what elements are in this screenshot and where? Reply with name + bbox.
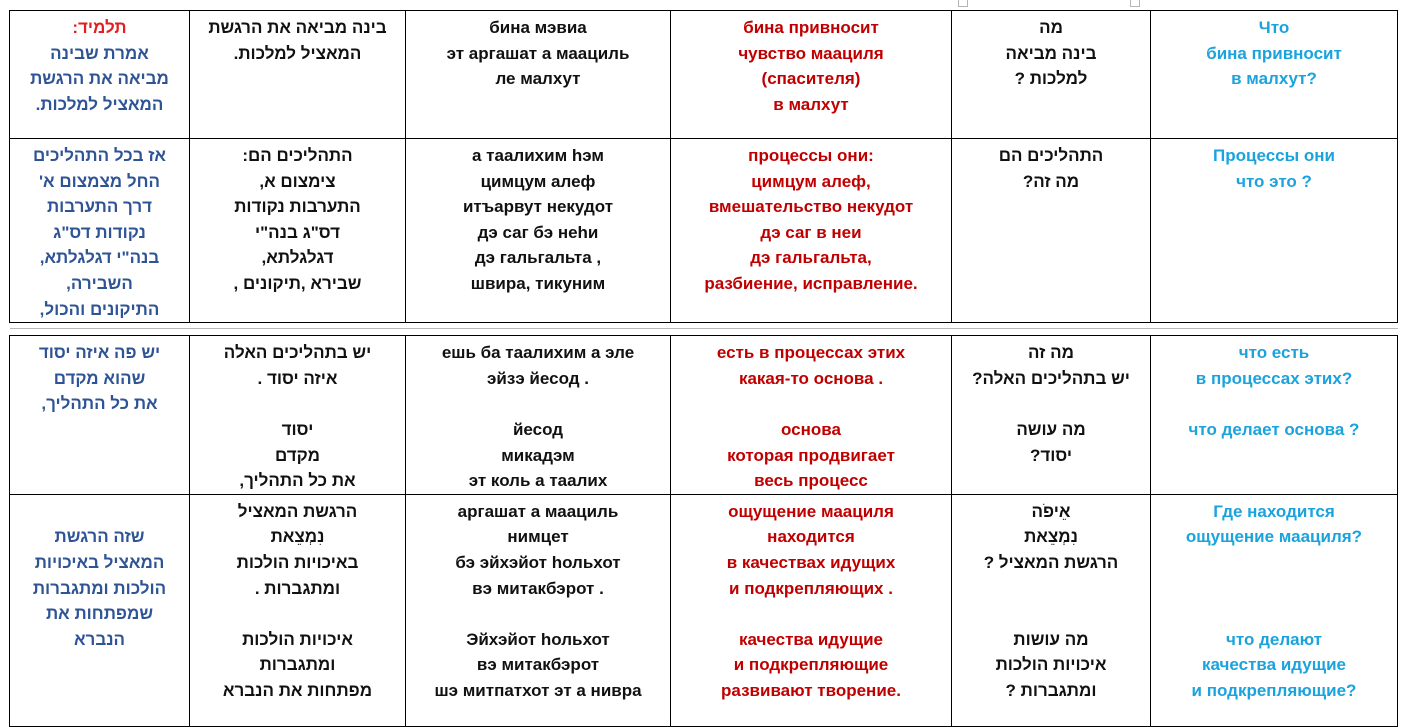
cell-line: йесод xyxy=(512,419,564,439)
cell-line: איכויות הולכות xyxy=(995,655,1107,675)
cell-line xyxy=(1153,576,1395,602)
cell-line: השבירה, xyxy=(66,273,133,293)
cell-line: באיכויות הולכות xyxy=(236,552,359,572)
cell-line: התהליכים הם xyxy=(998,146,1104,165)
cell-line: יסוד? xyxy=(1029,445,1073,465)
cell-line xyxy=(954,391,1148,417)
cell-line: אֵיפֹה xyxy=(1031,501,1071,521)
cell-line: התערבות נקודות xyxy=(234,197,361,217)
cell-line: а таалихим hэм xyxy=(472,146,604,165)
cell-line: которая продвигает xyxy=(727,445,895,465)
cell-line: בנה"י דגלגלתא, xyxy=(39,248,160,268)
cell-line: מה זה? xyxy=(1022,171,1080,191)
cell-line xyxy=(1153,550,1395,576)
cell-line xyxy=(673,601,949,627)
cell-line: и подкрепляющие xyxy=(733,655,889,675)
cell-line: יש בתהליכים האלה xyxy=(223,343,372,363)
cell-line: איכויות הולכות xyxy=(242,629,353,649)
cell-line: מה עושה xyxy=(1016,419,1086,439)
cell-line: נִמְצֵאת xyxy=(270,527,325,547)
cell-line: чувство маациля xyxy=(738,43,884,63)
cell-line: в малхут? xyxy=(1231,69,1317,89)
cell-line xyxy=(12,499,187,525)
cell-line: дэ саг в неи xyxy=(760,222,862,242)
cell-line: развивают творение. xyxy=(721,680,901,700)
cell-line: дэ саг бэ неhи xyxy=(477,222,599,242)
cell-line: бина привносит xyxy=(743,18,879,37)
cell-line: יש בתהליכים האלה? xyxy=(972,368,1130,388)
cell-line: дэ гальгальта, xyxy=(750,248,872,268)
cell-line: эйзэ йесод . xyxy=(487,368,589,388)
hebrew-cell xyxy=(190,336,406,495)
cell-line: находится xyxy=(767,527,855,547)
cell-line: эт коль а таалих xyxy=(468,471,608,491)
cell-line: מה עושות xyxy=(1013,629,1089,649)
cell-line: вмешательство некудот xyxy=(708,197,914,217)
cell-line: שבירא ,תיקונים , xyxy=(233,273,362,293)
cell-line: Где находится xyxy=(1213,501,1335,521)
cell-line: צימצום א, xyxy=(259,171,336,191)
transliteration-cell xyxy=(406,139,671,323)
cell-line: התהליכים הם: xyxy=(242,146,353,165)
cell-line: מה xyxy=(1039,18,1063,37)
cell-line: ומתגברות ? xyxy=(1005,680,1097,700)
cell-line: ешь ба таалихим а эле xyxy=(441,343,635,363)
russian-cell xyxy=(671,336,952,495)
cell-line: ощущение маациля? xyxy=(1185,527,1363,547)
cell-line: מה זה xyxy=(1028,343,1074,363)
cell-line: итъарвут некудот xyxy=(462,197,614,217)
cell-line: שהוא מקדם xyxy=(53,368,146,388)
student-cell xyxy=(10,494,190,726)
student-cell xyxy=(10,336,190,495)
cell-line: микадэм xyxy=(501,445,575,465)
bilingual-table xyxy=(9,10,1398,727)
cell-line: что это ? xyxy=(1236,171,1312,191)
cell-line: נקודות דס"ג xyxy=(53,222,146,242)
cell-line: למלכות ? xyxy=(1014,69,1088,89)
cell-line: דרך התערבות xyxy=(46,197,153,217)
cell-line: разбиение, исправление. xyxy=(704,273,918,293)
cell-line: הרגשת המאציל ? xyxy=(983,552,1119,572)
cell-line: ле малхут xyxy=(495,69,581,89)
cell-line: שמפתחות את xyxy=(45,604,154,624)
cell-line xyxy=(1153,391,1395,417)
hebrew-question-cell xyxy=(952,336,1151,495)
cell-line: в процессах этих? xyxy=(1195,368,1353,388)
cell-line: цимцум алеф, xyxy=(751,171,871,191)
cell-line: החל מצמצום א' xyxy=(39,171,160,191)
cell-line: в качествах идущих xyxy=(726,552,896,572)
cell-line: אז בכל התהליכים xyxy=(32,146,167,165)
cell-line xyxy=(192,601,403,627)
cell-line: аргашат а маациль xyxy=(457,501,619,521)
table-row xyxy=(10,11,1398,139)
cell-line: מקדם xyxy=(275,445,320,465)
cell-line: המאציל למלכות. xyxy=(35,94,164,114)
cell-line: вэ митакбэрот xyxy=(476,655,600,675)
page-marker-right xyxy=(1130,0,1140,7)
hebrew-cell xyxy=(190,494,406,726)
transliteration-cell xyxy=(406,11,671,139)
cell-line: вэ митакбэрот . xyxy=(472,578,604,598)
russian-question-cell xyxy=(1151,336,1398,495)
cell-line: шэ митпатхот эт а нивра xyxy=(434,680,642,700)
cell-line: המאציל באיכויות xyxy=(34,552,165,572)
cell-line: основа xyxy=(781,419,841,439)
cell-line: бина привносит xyxy=(1206,43,1342,63)
hebrew-cell xyxy=(190,11,406,139)
cell-line: что делают xyxy=(1226,629,1322,649)
cell-line: есть в процессах этих xyxy=(716,343,906,363)
cell-line: דגלגלתא, xyxy=(261,248,334,268)
cell-line: הרגשת המאציל xyxy=(237,501,358,521)
cell-line: нимцет xyxy=(507,527,569,547)
cell-line: הולכות ומתגברות xyxy=(32,578,167,598)
cell-line: цимцум алеф xyxy=(480,171,596,191)
cell-line: и подкрепляющих . xyxy=(729,578,893,598)
cell-line xyxy=(1153,601,1395,627)
cell-line: בינה מביאה את הרגשת xyxy=(208,18,387,37)
transliteration-cell xyxy=(406,494,671,726)
cell-line: дэ гальгальта , xyxy=(474,248,602,268)
cell-line: דס"ג בנה"י xyxy=(254,222,341,242)
russian-cell xyxy=(671,494,952,726)
page-marker-left xyxy=(958,0,968,7)
cell-line: מביאה את הרגשת xyxy=(30,69,169,89)
cell-line xyxy=(954,576,1148,602)
cell-line: נִמְצֵאת xyxy=(1024,527,1078,547)
cell-line: שזה הרגשת xyxy=(54,527,145,547)
cell-line: что есть xyxy=(1238,343,1310,363)
cell-line: Эйхэйот hольхот xyxy=(466,629,610,649)
cell-line: эт аргашат а маациль xyxy=(446,43,630,63)
hebrew-cell xyxy=(190,139,406,323)
table-row xyxy=(10,494,1398,726)
hebrew-question-cell xyxy=(952,139,1151,323)
table-row xyxy=(10,336,1398,495)
student-label: תלמיד: xyxy=(72,18,127,37)
cell-line: какая-то основа . xyxy=(738,368,884,388)
cell-line: את כל התהליך, xyxy=(239,471,356,491)
student-cell xyxy=(10,139,190,323)
cell-line: ומתגברות . xyxy=(254,578,341,598)
cell-line: הנברא xyxy=(73,629,126,649)
cell-line: Что xyxy=(1258,18,1290,37)
divider-row xyxy=(10,323,1398,336)
cell-line: качества идущие xyxy=(1202,655,1346,675)
cell-line xyxy=(192,391,403,417)
cell-line: что делает основа ? xyxy=(1188,419,1360,439)
cell-line: швира, тикуним xyxy=(470,273,606,293)
cell-line xyxy=(408,601,668,627)
russian-question-cell xyxy=(1151,139,1398,323)
transliteration-cell xyxy=(406,336,671,495)
russian-cell xyxy=(671,11,952,139)
student-cell xyxy=(10,11,190,139)
hebrew-question-cell xyxy=(952,494,1151,726)
russian-cell xyxy=(671,139,952,323)
cell-line: מפתחות את הנברא xyxy=(222,680,373,700)
cell-line: איזה יסוד . xyxy=(257,368,338,388)
russian-question-cell xyxy=(1151,11,1398,139)
cell-line xyxy=(408,391,668,417)
russian-question-cell xyxy=(1151,494,1398,726)
cell-line: יסוד xyxy=(281,419,314,439)
cell-line: бина мэвиа xyxy=(489,18,587,37)
cell-line: אמרת שבינה xyxy=(50,43,149,63)
cell-line: в малхут xyxy=(773,94,849,114)
cell-line: המאציל למלכות. xyxy=(233,43,362,63)
cell-line: בינה מביאה xyxy=(1005,43,1097,63)
cell-line xyxy=(954,601,1148,627)
cell-line: ומתגברות xyxy=(259,655,336,675)
cell-line: и подкрепляющие? xyxy=(1191,680,1357,700)
cell-line: бэ эйхэйот hольхот xyxy=(455,552,621,572)
hebrew-question-cell xyxy=(952,11,1151,139)
table-row xyxy=(10,139,1398,323)
cell-line: качества идущие xyxy=(739,629,883,649)
cell-line: Процессы они xyxy=(1213,146,1335,165)
cell-line: процессы они: xyxy=(748,146,874,165)
cell-line: (спасителя) xyxy=(761,69,861,89)
cell-line xyxy=(673,391,949,417)
cell-line: весь процесс xyxy=(754,471,868,491)
cell-line: התיקונים והכול, xyxy=(39,299,160,319)
cell-line: ощущение маациля xyxy=(728,501,894,521)
cell-line: יש פה איזה יסוד xyxy=(38,343,161,363)
cell-line: את כל התהליך, xyxy=(41,394,158,414)
